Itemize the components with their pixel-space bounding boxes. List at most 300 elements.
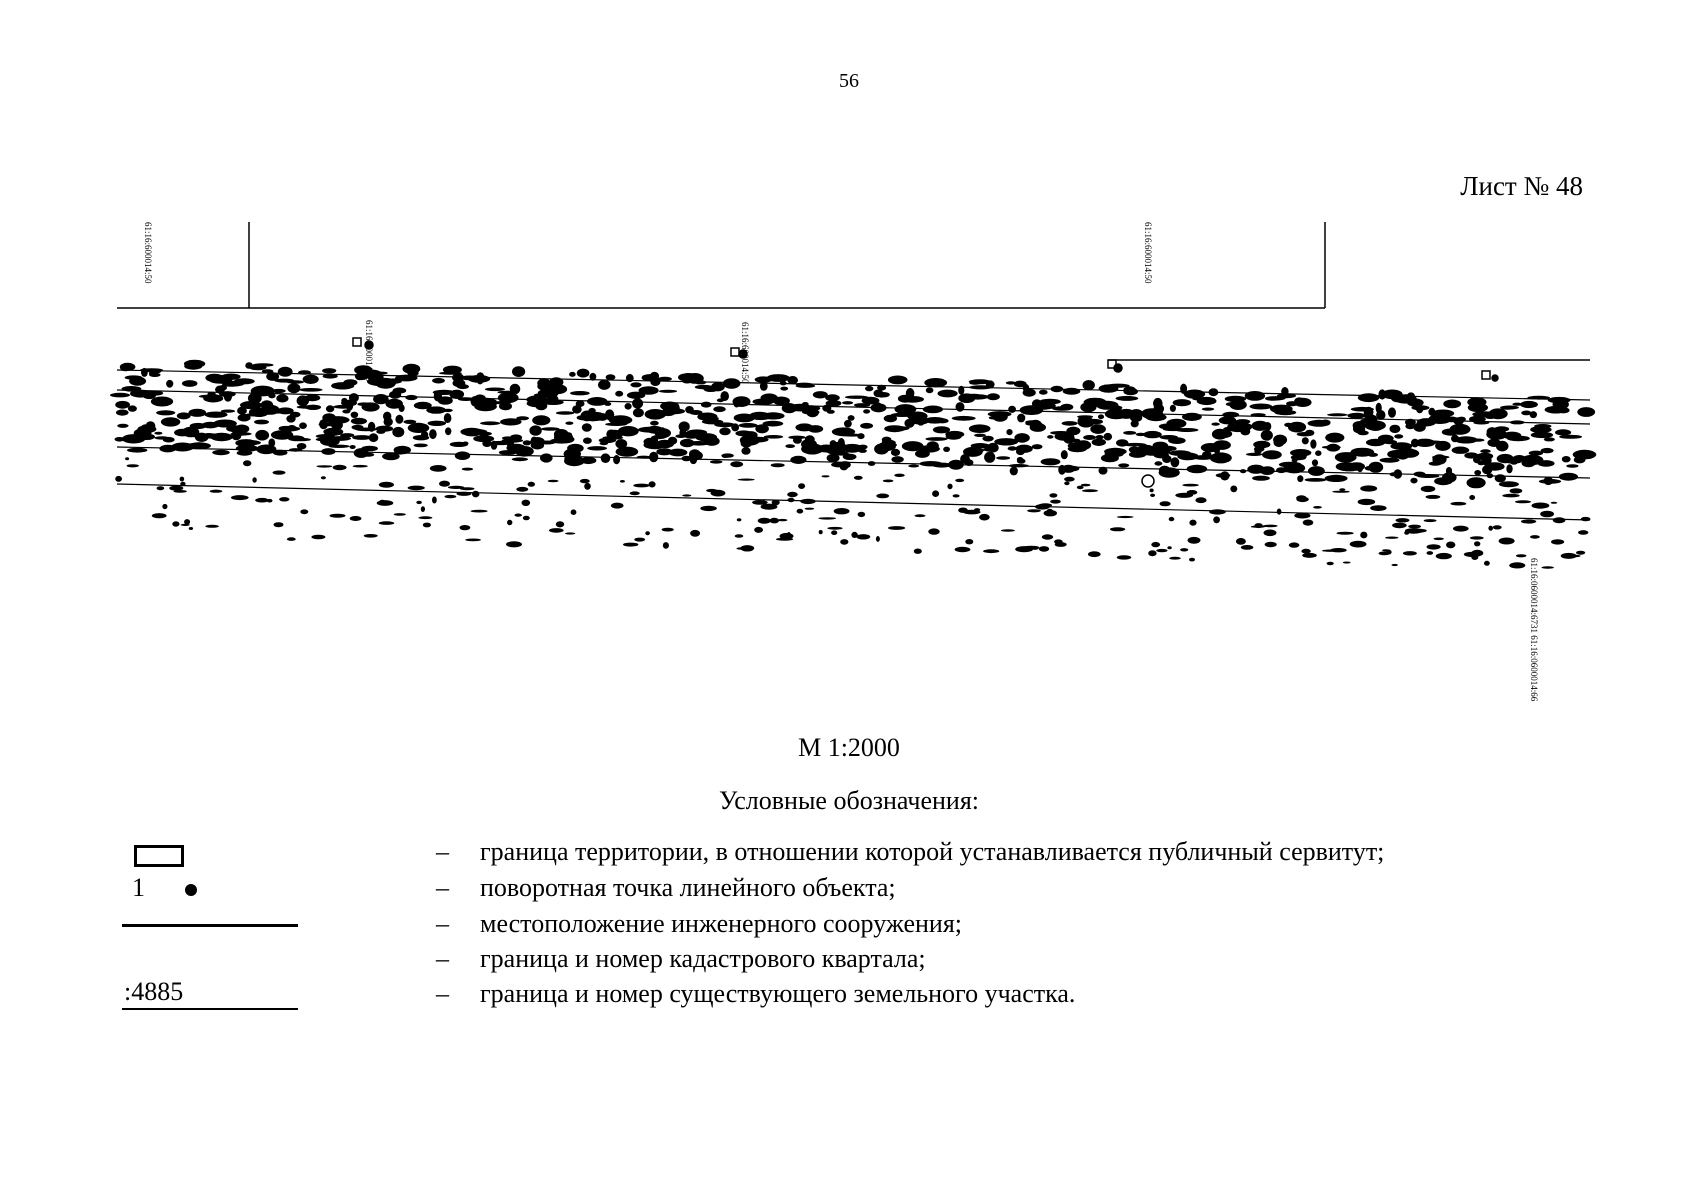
terrain-blob [303,375,319,384]
terrain-speck [1510,488,1523,493]
terrain-speck [1209,509,1226,514]
terrain-blob [583,438,592,444]
terrain-speck [174,490,187,493]
terrain-blob [1262,450,1282,459]
terrain-blob [236,445,258,452]
terrain-blob [429,429,437,439]
terrain-speck [1542,566,1554,569]
legend-text: граница территории, в отношении которой устанавливается публичный сервитут; [480,837,1385,866]
terrain-speck [649,481,656,487]
terrain-blob [675,434,686,438]
terrain-blob [1039,390,1048,395]
terrain-blob [1010,467,1018,476]
terrain-speck [1031,546,1039,550]
terrain-blob [1032,444,1043,449]
terrain-blob [529,425,541,435]
terrain-speck [125,457,129,460]
terrain-blob [395,415,403,424]
terrain-speck [584,483,591,490]
terrain-blob [1353,421,1366,430]
terrain-blob [1047,435,1053,439]
terrain-blob [1281,387,1288,396]
terrain-blob [351,418,367,425]
terrain-blob [1443,400,1461,409]
terrain-blob [333,405,353,409]
terrain-blob [287,380,304,384]
terrain-blob [1389,425,1400,433]
terrain-speck [1581,517,1591,521]
terrain-speck [231,495,249,500]
terrain-speck [317,465,333,467]
terrain-blob [918,445,940,452]
terrain-blob [244,402,259,407]
terrain-speck [189,527,193,530]
legend-item-easement-boundary [0,837,1698,871]
terrain-blob [512,366,525,377]
terrain-blob [1297,475,1303,482]
terrain-blob [1364,420,1386,430]
terrain-blob [687,429,707,435]
terrain-speck [364,534,378,538]
terrain-speck [515,514,522,517]
terrain-blob [1566,464,1578,467]
terrain-speck [565,532,575,534]
terrain-blob [943,447,950,452]
terrain-speck [350,516,362,521]
terrain-blob [156,410,175,415]
terrain-blob [404,420,417,424]
terrain-speck [821,475,829,477]
terrain-blob [499,402,512,410]
terrain-speck [1408,525,1421,529]
terrain-speck [955,547,971,552]
terrain-blob [906,388,915,399]
terrain-blob [1382,390,1403,400]
terrain-blob [249,407,269,417]
terrain-speck [1436,553,1452,559]
terrain-blob [888,426,909,431]
parcel-label-1: 61:16:600014:50 [143,222,153,284]
terrain-speck [854,476,863,480]
terrain-blob [1413,423,1425,432]
terrain-speck [273,471,286,475]
legend-text: граница и номер кадастрового квартала; [480,944,926,973]
terrain-blob [627,427,633,430]
terrain-speck [1055,542,1067,547]
terrain-blob [1544,437,1555,441]
terrain-speck [379,521,395,525]
terrain-speck [630,491,640,495]
terrain-speck [1230,486,1237,493]
terrain-speck [465,539,481,542]
terrain-speck [758,518,771,524]
terrain-speck [1427,551,1434,555]
terrain-blob [110,393,130,398]
terrain-blob [1159,466,1170,475]
terrain-blob [149,371,159,375]
terrain-blob [352,435,371,440]
terrain-speck [1474,541,1480,546]
terrain-speck [1551,539,1564,544]
terrain-blob [730,461,743,467]
terrain-blob [1388,407,1396,417]
terrain-speck [983,549,999,553]
terrain-speck [471,510,488,513]
terrain-blob [204,412,227,418]
terrain-speck [1117,516,1134,518]
terrain-speck [1303,520,1314,526]
terrain-blob [604,402,611,406]
terrain-blob [403,364,421,374]
terrain-blob [462,442,468,446]
terrain-speck [663,542,669,549]
terrain-blob [805,435,815,443]
terrain-blob [655,428,671,438]
terrain-speck [1569,555,1581,557]
terrain-blob [763,421,784,427]
terrain-blob [142,424,152,428]
terrain-blob [1261,430,1273,441]
terrain-blob [1312,459,1318,466]
terrain-blob [305,405,321,410]
terrain-blob [1194,455,1213,460]
terrain-speck [1015,546,1033,552]
terrain-blob [1264,422,1271,431]
turn-point-5 [1142,475,1154,487]
legend-item-engineering-structure [0,909,1698,943]
terrain-blob [279,426,293,430]
terrain-blob [1442,429,1459,436]
terrain-blob [255,430,269,441]
terrain-blob [1376,403,1382,414]
terrain-blob [1435,441,1451,451]
terrain-speck [1167,546,1171,549]
terrain-speck [1213,516,1220,523]
terrain-blob [431,410,440,413]
terrain-speck [690,530,700,537]
terrain-blob [1315,450,1321,456]
terrain-speck [1502,494,1519,498]
terrain-blob [926,387,934,393]
terrain-speck [1488,526,1493,531]
terrain-speck [711,490,726,497]
terrain-blob [1325,475,1348,482]
terrain-blob [182,380,198,387]
terrain-speck [1150,494,1155,497]
terrain-blob [722,455,729,458]
terrain-speck [523,516,530,521]
terrain-blob [765,394,775,399]
terrain-blob [1308,466,1325,476]
terrain-blob [1521,411,1531,416]
terrain-speck [798,483,805,489]
terrain-blob [523,440,532,445]
terrain-blob [558,436,574,443]
terrain-blob [1357,463,1364,473]
turn-point-4 [1492,375,1498,381]
terrain-blob [271,430,293,440]
legend-dash: – [436,837,449,866]
terrain-blob [734,414,755,423]
terrain-blob [859,449,867,453]
terrain-speck [776,538,793,541]
terrain-blob [297,395,309,406]
terrain-blob [1399,449,1419,458]
terrain-blob [615,391,623,397]
terrain-blob [982,436,993,442]
terrain-speck [1169,557,1181,560]
terrain-blob [507,440,515,447]
terrain-blob [443,366,462,374]
terrain-speck [1484,561,1490,566]
terrain-blob [840,434,863,437]
terrain-blob [473,435,494,442]
terrain-blob [598,380,611,390]
terrain-blob [720,391,729,401]
terrain-speck [333,465,347,470]
terrain-speck [580,479,590,483]
terrain-blob [1555,429,1571,435]
terrain-blob [1225,396,1246,402]
terrain-blob [369,433,379,442]
terrain-blob [826,400,842,406]
terrain-speck [1182,484,1199,487]
terrain-speck [1451,502,1467,506]
terrain-speck [1426,495,1441,499]
terrain-speck [1001,529,1015,532]
terrain-blob [408,423,430,433]
terrain-speck [172,521,179,526]
terrain-blob [331,382,354,389]
terrain-blob [184,363,202,370]
terrain-blob [188,409,206,417]
terrain-blob [171,443,194,452]
terrain-blob [1539,479,1561,484]
terrain-speck [1337,532,1354,535]
terrain-speck [1110,527,1125,531]
terrain-speck [380,500,385,503]
terrain-blob [1265,396,1286,400]
terrain-blob [639,386,659,395]
terrain-blob [644,438,657,446]
terrain-speck [506,541,522,547]
terrain-blob [1080,445,1087,450]
terrain-speck [1499,538,1515,545]
terrain-speck [738,479,755,481]
terrain-blob [741,447,750,455]
terrain-blob [1159,424,1175,430]
terrain-blob [848,415,855,421]
terrain-speck [1509,562,1525,568]
terrain-blob [181,415,190,418]
terrain-speck [1265,542,1277,547]
terrain-blob [1520,401,1538,408]
parcel-label-5: 61:16:0600014:6731 61:16:0600014:66 [1529,558,1539,702]
terrain-speck [1576,551,1585,555]
terrain-blob [795,423,813,431]
terrain-speck [805,508,815,510]
legend-dash: – [436,909,449,938]
terrain-blob [1041,458,1061,465]
terrain-speck [507,520,512,525]
terrain-blob [117,424,128,428]
terrain-blob [537,378,550,388]
terrain-speck [894,474,905,477]
terrain-blob [1577,407,1595,417]
terrain-blob [630,382,641,387]
terrain-speck [1339,488,1345,491]
terrain-blob [1366,439,1385,446]
terrain-blob [1008,406,1016,413]
terrain-blob [580,457,596,464]
terrain-blob [445,427,451,435]
legend-dash: – [436,873,449,902]
terrain-blob [785,444,795,448]
terrain-speck [1360,532,1367,539]
terrain-speck [700,506,717,511]
terrain-speck [274,522,284,527]
terrain-blob [485,388,505,392]
terrain-blob [780,387,788,391]
terrain-blob [1017,459,1026,464]
terrain-speck [1434,538,1444,541]
terrain-blob [1104,433,1113,441]
terrain-speck [955,479,964,482]
terrain-blob [1270,405,1293,414]
terrain-speck [115,476,122,482]
terrain-speck [439,481,450,487]
terrain-blob [601,453,611,463]
terrain-speck [549,528,564,533]
terrain-speck [819,530,823,534]
terrain-speck [932,490,939,497]
terrain-blob [632,398,643,408]
terrain-speck [255,498,269,503]
terrain-blob [625,403,632,410]
terrain-speck [740,545,754,551]
terrain-blob [1055,432,1075,441]
terrain-speck [818,517,836,519]
terrain-blob [1131,420,1139,427]
terrain-blob [711,382,725,391]
terrain-speck [1236,538,1246,545]
terrain-texture [110,360,1596,569]
terrain-blob [329,445,350,448]
terrain-blob [1478,461,1485,465]
terrain-speck [1515,500,1531,503]
terrain-speck [797,509,804,514]
terrain-blob [1294,398,1312,407]
terrain-blob [1096,435,1104,440]
terrain-blob [1182,453,1196,457]
terrain-speck [1082,489,1098,492]
terrain-speck [1117,555,1132,559]
terrain-blob [362,402,380,411]
terrain-blob [773,397,790,406]
terrain-blob [1106,384,1129,388]
terrain-blob [863,409,870,413]
terrain-speck [1332,491,1349,493]
terrain-speck [915,514,926,517]
terrain-speck [1421,486,1436,492]
terrain-speck [1241,545,1254,550]
turn-point-symbol-label: 1 [132,873,145,902]
terrain-speck [645,531,650,535]
terrain-blob [1485,415,1495,419]
terrain-blob [1471,439,1484,442]
terrain-speck [858,512,866,517]
terrain-blob [1327,413,1348,416]
terrain-speck [444,495,456,498]
terrain-blob [516,416,529,420]
terrain-speck [311,535,325,540]
terrain-speck [460,487,475,490]
terrain-speck [623,543,638,547]
terrain-speck [460,525,471,530]
terrain-speck [1150,489,1154,493]
terrain-blob [1305,430,1314,436]
terrain-blob [1211,423,1219,426]
parcel-label-4: 61:16:600014:50 [740,322,750,384]
terrain-speck [611,503,624,509]
terrain-blob [155,436,170,439]
terrain-speck [1301,549,1310,554]
terrain-speck [876,494,889,499]
terrain-blob [925,437,947,441]
terrain-blob [1500,406,1519,410]
terrain-blob [1192,397,1215,400]
terrain-blob [156,398,166,403]
terrain-blob [577,369,590,378]
terrain-blob [581,411,594,422]
terrain-blob [376,430,385,434]
terrain-blob [1279,462,1302,468]
terrain-blob [570,391,590,395]
terrain-blob [731,423,739,431]
parcel-label-2: 61:16:600014:50 [1143,222,1153,284]
terrain-blob [605,409,614,420]
terrain-speck [528,482,535,487]
terrain-blob [1182,413,1202,421]
terrain-blob [383,412,391,421]
terrain-blob [1358,393,1380,402]
terrain-blob [1432,410,1454,418]
terrain-speck [157,486,165,490]
terrain-blob [237,407,247,415]
terrain-blob [701,402,712,408]
terrain-blob [362,453,374,457]
terrain-speck [1263,525,1278,528]
terrain-blob [858,445,867,450]
terrain-speck [1302,553,1317,558]
terrain-speck [1296,495,1307,500]
terrain-blob [392,427,404,437]
terrain-blob [1573,450,1597,460]
terrain-blob [428,421,447,426]
terrain-blob [891,449,900,456]
terrain-speck [827,527,842,530]
legend-text: местоположение инженерного сооружения; [480,909,963,938]
terrain-blob [433,390,455,395]
terrain-blob [739,423,758,428]
terrain-blob [127,448,147,453]
terrain-blob [1116,396,1139,401]
terrain-speck [831,530,837,535]
terrain-blob [1429,462,1442,466]
terrain-blob [790,456,806,464]
terrain-blob [532,415,550,425]
terrain-speck [1464,552,1482,557]
